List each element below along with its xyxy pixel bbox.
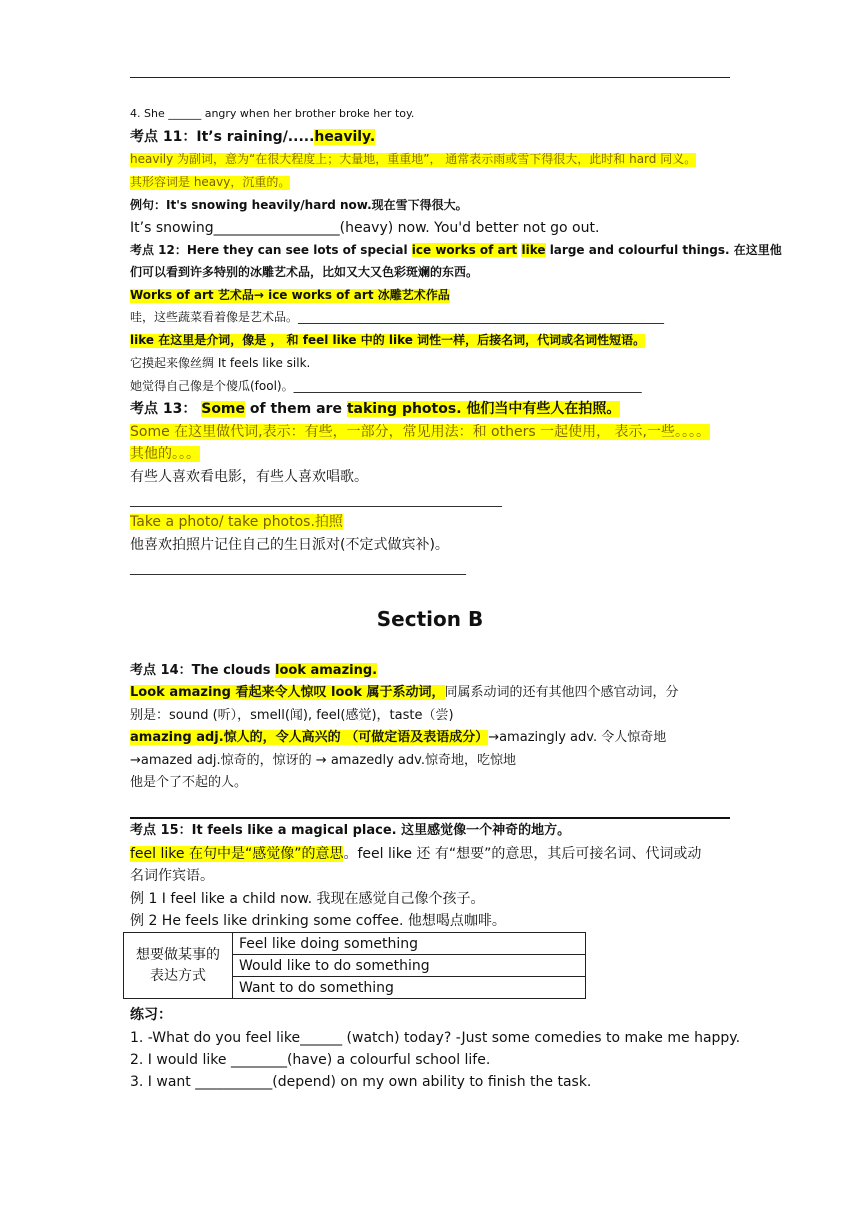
kaodian-11-heading — [130, 129, 375, 145]
kaodian-12-highlight-like: like — [521, 243, 546, 257]
some-note-line2: 其他的。。。 — [130, 446, 200, 462]
kaodian-14-label: 考点 14：The clouds — [130, 663, 275, 678]
feel-like-line2: 名词作宾语。 — [130, 868, 214, 884]
practice-title: 练习： — [130, 1007, 172, 1023]
take-photo-note: Take a photo/ take photos.拍照 — [130, 514, 343, 530]
section-b-title: Section B — [376, 607, 484, 631]
answer-blank-2: ________________________________________________________ — [130, 561, 466, 575]
birthday-sentence: 他喜欢拍照片记住自己的生日派对(不定式做宾补)。 — [130, 537, 449, 553]
heavily-note-line2: 其形容词是 heavy，沉重的。 — [130, 175, 291, 189]
silk-cn: 它摸起来像丝绸 — [130, 356, 218, 370]
example-text: It's snowing heavily/hard now.现在雪下得很大。 — [166, 198, 468, 212]
table-cell: Would like to do something — [233, 955, 586, 977]
example-label: 例句： — [130, 198, 167, 212]
works-of-art-note: Works of art 艺术品→ ice works of art 冰雕艺术作品 — [130, 288, 450, 302]
kaodian-11-label: 考点 11： — [130, 129, 197, 145]
answer-rule — [130, 817, 730, 819]
example-sentence — [130, 199, 468, 213]
kaodian-12-highlight-ice-works: ice works of art — [411, 243, 518, 257]
example-2: 例 2 He feels like drinking some coffee. 他想喝点咖啡。 — [130, 913, 506, 929]
kaodian-12-text: 考点 12：Here they can see lots of special — [130, 243, 412, 257]
kaodian-11-phrase: It’s raining/..... — [196, 129, 315, 145]
table-label-line2: 表达方式 — [150, 967, 206, 984]
kaodian-12-heading — [130, 244, 782, 258]
heavily-note-line1: heavily 为副词，意为“在很大程度上；大量地，重重地”， 通常表示雨或雪下得很大，此时和 hard 同义。 — [130, 152, 697, 166]
exercise-snowing: It’s snowing__________________(heavy) now. You'd better not go out. — [130, 220, 600, 236]
feel-like-note — [130, 846, 701, 862]
exercise-4: 4. She ______ angry when her brother broke her toy. — [130, 107, 415, 120]
silk-en: It feels like silk. — [217, 356, 311, 370]
kaodian-15-heading: 考点 15：It feels like a magical place. 这里感觉像一个神奇的地方。 — [130, 823, 571, 838]
fool-sentence: 她觉得自己像是个傻瓜(fool)。__________________________________________________________ — [130, 379, 642, 393]
look-amazing-text: 同属系动词的还有其他四个感官动词，分 — [444, 685, 679, 700]
kaodian-12-line2: 们可以看到许多特别的冰雕艺术品，比如又大又色彩斑斓的东西。 — [130, 265, 479, 279]
kaodian-14-heading — [130, 664, 377, 679]
silk-example — [130, 357, 310, 371]
kaodian-13-highlight-taking: taking photos. — [346, 401, 462, 417]
vegetables-sentence: 哇，这些蔬菜看着像是艺术品。_____________________________________________________________ — [130, 310, 665, 324]
amazing-highlight: amazing adj.惊人的，令人高兴的 （可做定语及表语成分） — [130, 730, 489, 745]
practice-item-3: 3. I want ___________(depend) on my own ability to finish the task. — [130, 1074, 592, 1090]
table-cell: Feel like doing something — [233, 933, 586, 955]
practice-item-2: 2. I would like ________(have) a colourful school life. — [130, 1052, 491, 1068]
kaodian-12-text-end: large and colourful things. 在这里他 — [545, 243, 782, 257]
kaodian-13-highlight-cn: 他们当中有些人在拍照。 — [461, 401, 621, 417]
kaodian-13-text: of them are — [245, 401, 347, 417]
like-preposition-note: like 在这里是介词，像是 ， 和 feel like 中的 like 词性一样，后接名词，代词或名词性短语。 — [130, 333, 646, 347]
kaodian-13-label: 考点 13： — [130, 401, 202, 417]
amazed-line: →amazed adj.惊奇的，惊讶的 → amazedly adv.惊奇地，吃惊地 — [130, 753, 516, 768]
practice-item-1: 1. -What do you feel like______ (watch) today? -Just some comedies to make me happy. — [130, 1030, 741, 1046]
great-person-sentence: 他是个了不起的人。 — [130, 775, 248, 790]
table-row — [124, 933, 586, 955]
feel-like-highlight: feel like 在句中是“感觉像”的意思 — [130, 846, 344, 862]
table-label-cell — [124, 933, 233, 999]
expression-table — [123, 932, 586, 999]
kaodian-11-highlight: heavily. — [314, 129, 376, 145]
table-label-line1: 想要做某事的 — [136, 946, 220, 963]
header-rule — [130, 77, 730, 78]
movies-sentence: 有些人喜欢看电影，有些人喜欢唱歌。 — [130, 469, 368, 485]
kaodian-13-heading — [130, 401, 620, 417]
kaodian-13-highlight-some: Some — [201, 401, 246, 417]
amazing-note — [130, 731, 666, 746]
feel-like-text: 。feel like 还 有“想要”的意思，其后可接名词、代词或动 — [343, 846, 702, 862]
some-note-line1: Some 在这里做代词,表示：有些，一部分，常见用法：和 others 一起使用， 表示,一些。。。。 — [130, 424, 710, 440]
table-cell: Want to do something — [233, 977, 586, 999]
example-1: 例 1 I feel like a child now. 我现在感觉自己像个孩子。 — [130, 891, 485, 907]
senses-line: 别是：sound (听），smell(闻), feel(感觉)，taste（尝) — [130, 708, 454, 723]
kaodian-14-highlight: look amazing. — [275, 663, 378, 678]
answer-blank-1: ______________________________________________________________ — [130, 493, 502, 507]
look-amazing-highlight: Look amazing 看起来令人惊叹 look 属于系动词， — [130, 685, 445, 700]
look-amazing-note — [130, 686, 679, 701]
amazingly-text: →amazingly adv. 令人惊奇地 — [488, 730, 667, 745]
